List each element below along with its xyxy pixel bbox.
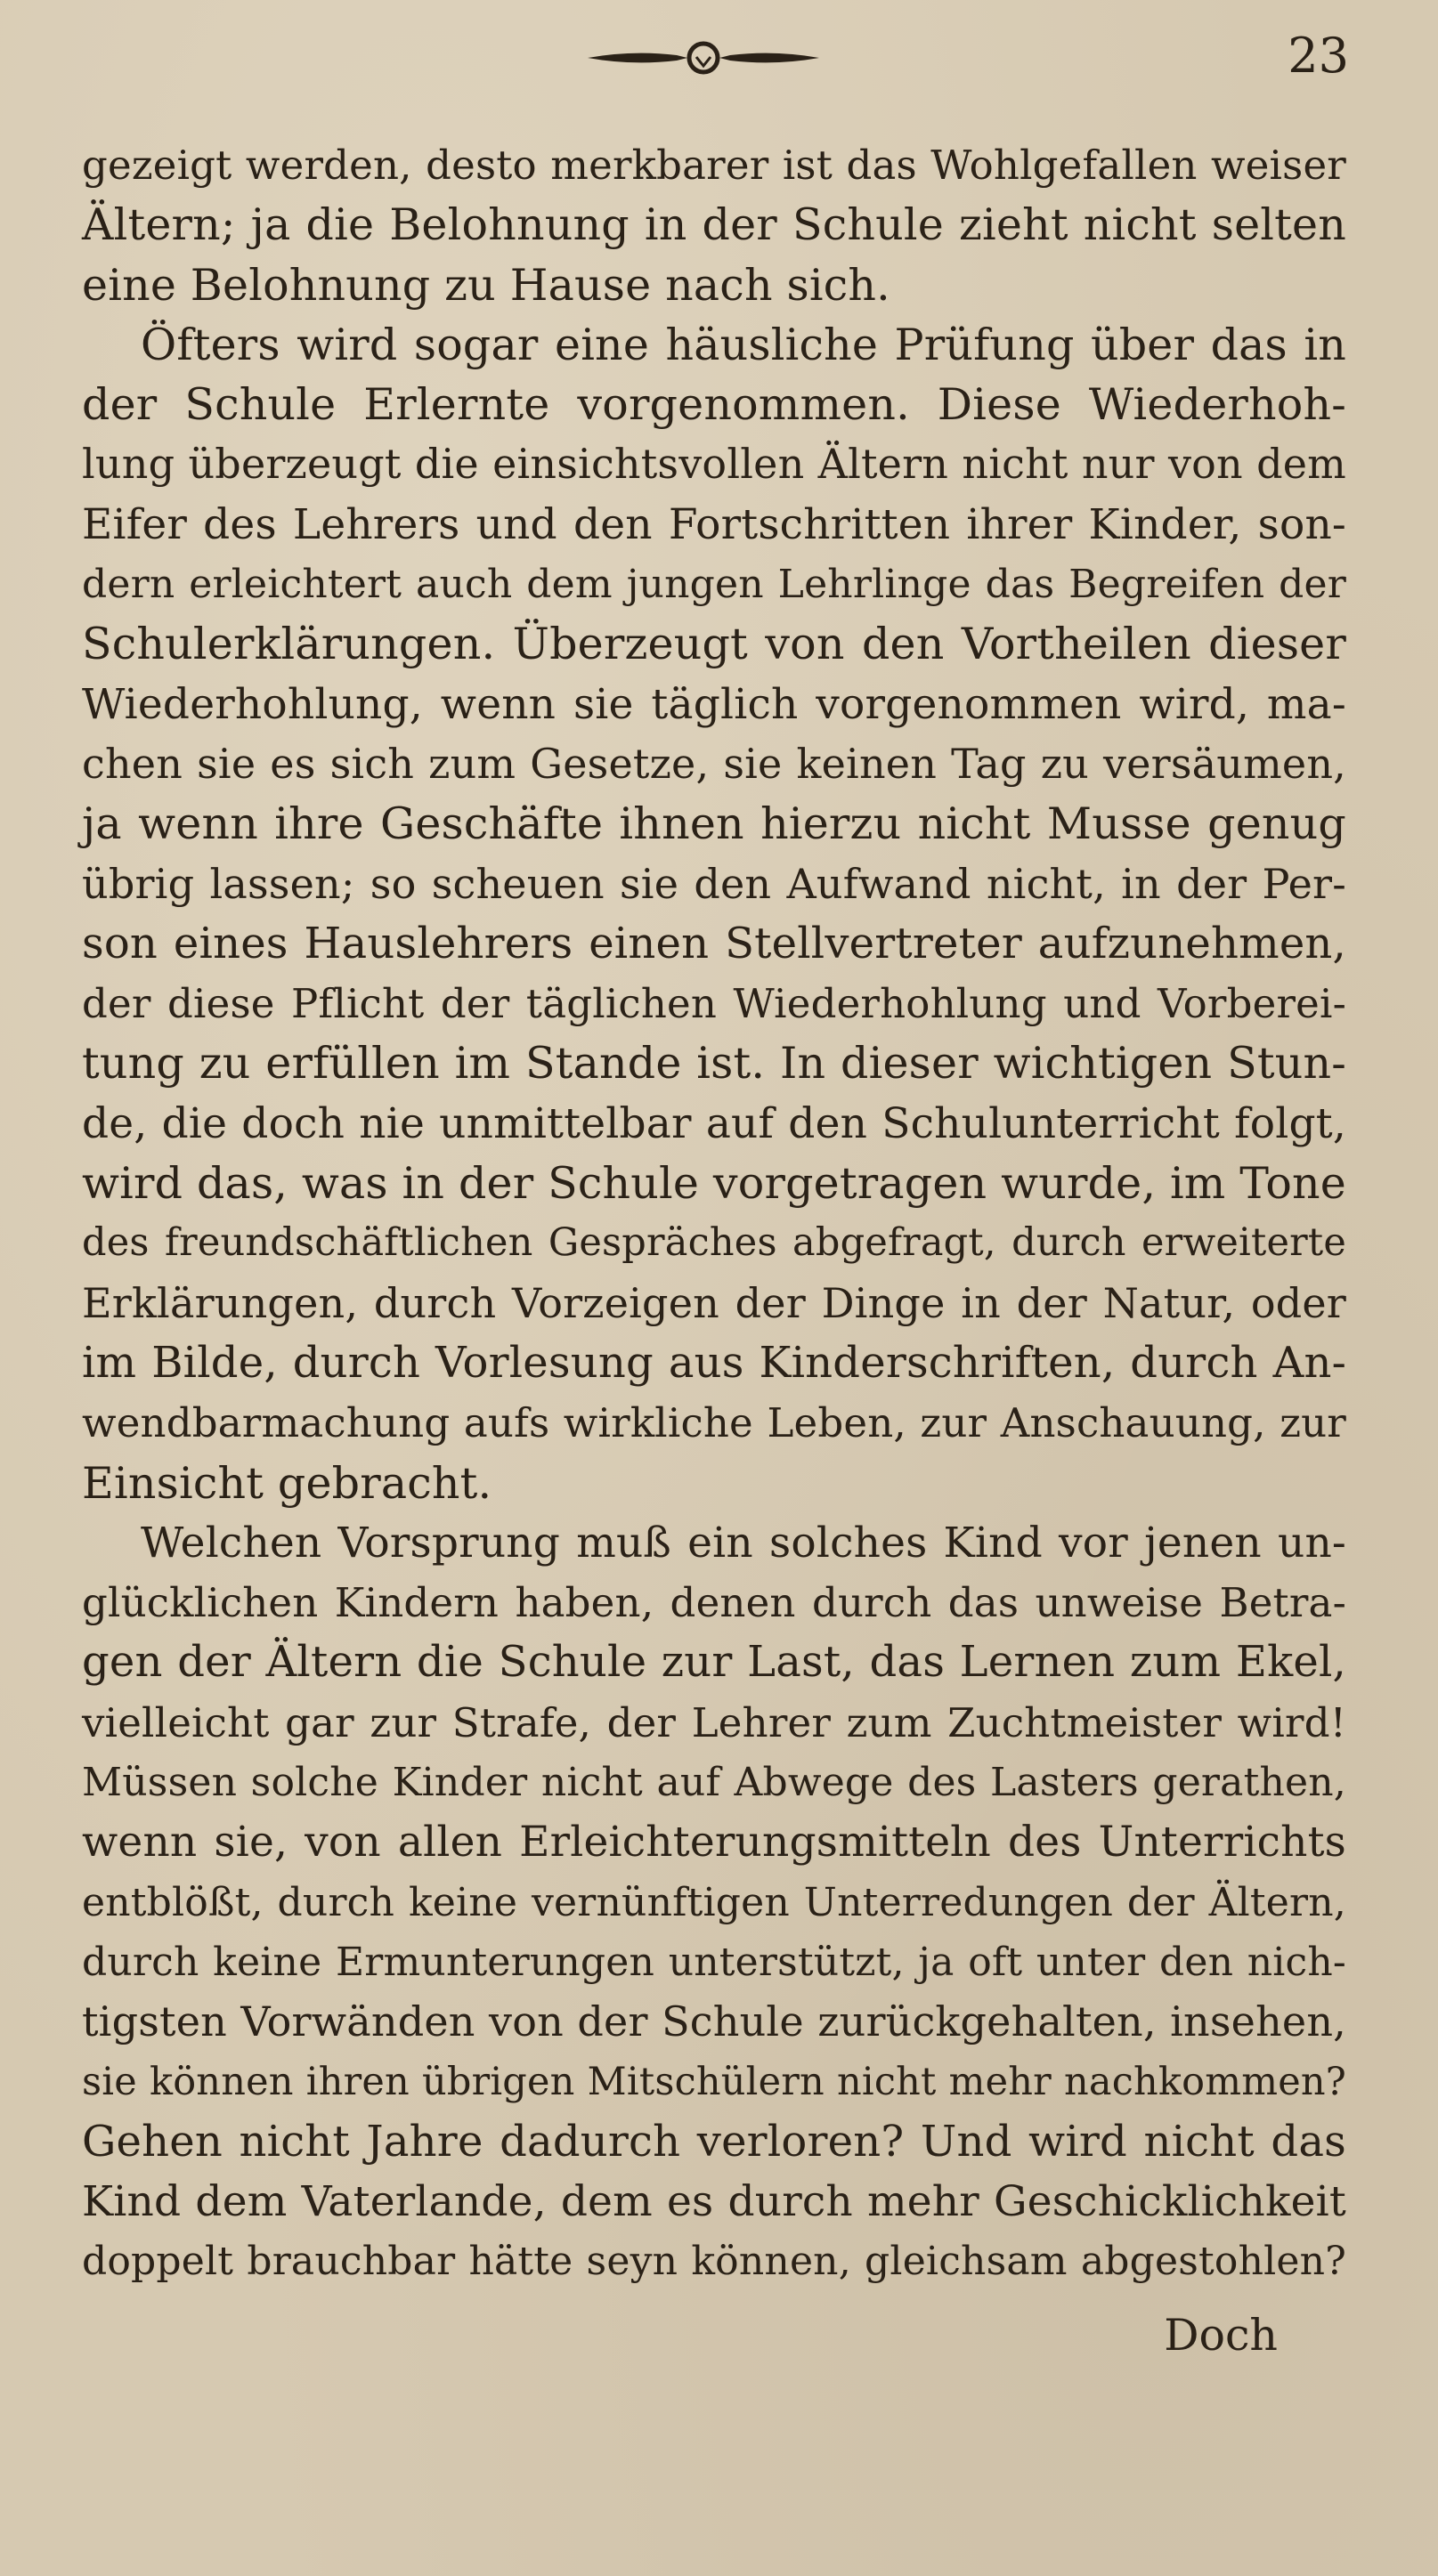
text-line: eine Belohnung zu Hause nach sich. [82,259,890,311]
text-line: Ältern; ja die Belohnung in der Schule zieht nicht selten [82,199,1346,251]
text-line: Schulerklärungen. Überzeugt von den Vortheilen dieser [82,619,1346,670]
text-line: gen der Ältern die Schule zur Last, das Lernen zum Ekel, [82,1637,1346,1688]
text-line: doppelt brauchbar hätte seyn können, gleichsam abgestohlen? [82,2239,1346,2285]
text-line: Welchen Vorsprung muß ein solches Kind vor jenen un- [141,1518,1346,1567]
text-line: son eines Hauslehrers einen Stellvertreter aufzunehmen, [82,918,1346,968]
text-line: wendbarmachung aufs wirkliche Leben, zur Anschauung, zur [82,1399,1346,1447]
text-line: lung überzeugt die einsichtsvollen Ältern nicht nur von dem [82,440,1346,489]
text-line: durch keine Ermunterungen unterstützt, ja oft unter den nich- [82,1939,1346,1985]
text-line: gezeigt werden, desto merkbarer ist das Wohlgefallen weiser [82,142,1346,189]
text-line: Kind dem Vaterlande, dem es durch mehr Geschicklichkeit [82,2177,1346,2227]
text-line: des freundschäftlichen Gespräches abgefragt, durch erweiterte [82,1220,1346,1266]
text-line: sie können ihren übrigen Mitschülern nicht mehr nachkommen? [82,2059,1346,2104]
text-line: Gehen nicht Jahre dadurch verloren? Und wird nicht das [82,2116,1346,2167]
text-line: der Schule Erlernte vorgenommen. Diese Wiederhoh- [82,379,1346,431]
text-line: Öfters wird sogar eine häusliche Prüfung über das in [141,319,1346,370]
text-line: Wiederhohlung, wenn sie täglich vorgenommen wird, ma- [82,679,1346,729]
text-line: Eifer des Lehrers und den Fortschritten ihrer Kinder, son- [82,499,1346,549]
text-line: tung zu erfüllen im Stande ist. In dieser wichtigen Stun- [82,1038,1346,1090]
ornament-icon [579,27,828,89]
text-line: Müssen solche Kinder nicht auf Abwege des Lasters gerathen, [82,1760,1346,1806]
text-line: vielleicht gar zur Strafe, der Lehrer zum Zuchtmeister wird! [82,1698,1346,1746]
text-line: tigsten Vorwänden von der Schule zurückgehalten, insehen, [82,1997,1346,2046]
text-line: dern erleichtert auch dem jungen Lehrlinge das Begreifen der [82,562,1346,608]
text-line: im Bilde, durch Vorlesung aus Kinderschriften, durch An- [82,1337,1346,1388]
text-line: wenn sie, von allen Erleichterungsmitteln des Unterrichts [82,1818,1346,1867]
text-line: Erklärungen, durch Vorzeigen der Dinge in der Natur, oder [82,1278,1346,1327]
catchword: Doch [1164,2310,1278,2361]
text-line: übrig lassen; so scheuen sie den Aufwand nicht, in der Per- [82,859,1346,908]
page-number: 23 [1288,28,1349,84]
text-line: der diese Pflicht der täglichen Wiederhohlung und Vorberei- [82,980,1346,1028]
text-line: Einsicht gebracht. [82,1457,492,1509]
text-line: entblößt, durch keine vernünftigen Unterredungen der Ältern, [82,1879,1346,1925]
text-line: wird das, was in der Schule vorgetragen wurde, im Tone [82,1158,1346,1210]
text-line: chen sie es sich zum Gesetze, sie keinen Tag zu versäumen, [82,739,1346,788]
text-line: ja wenn ihre Geschäfte ihnen hierzu nicht Musse genug [82,798,1346,850]
text-line: glücklichen Kindern haben, denen durch das unweise Betra- [82,1579,1346,1627]
body-text [82,135,1346,2292]
text-line: de, die doch nie unmittelbar auf den Schulunterricht folgt, [82,1098,1346,1148]
